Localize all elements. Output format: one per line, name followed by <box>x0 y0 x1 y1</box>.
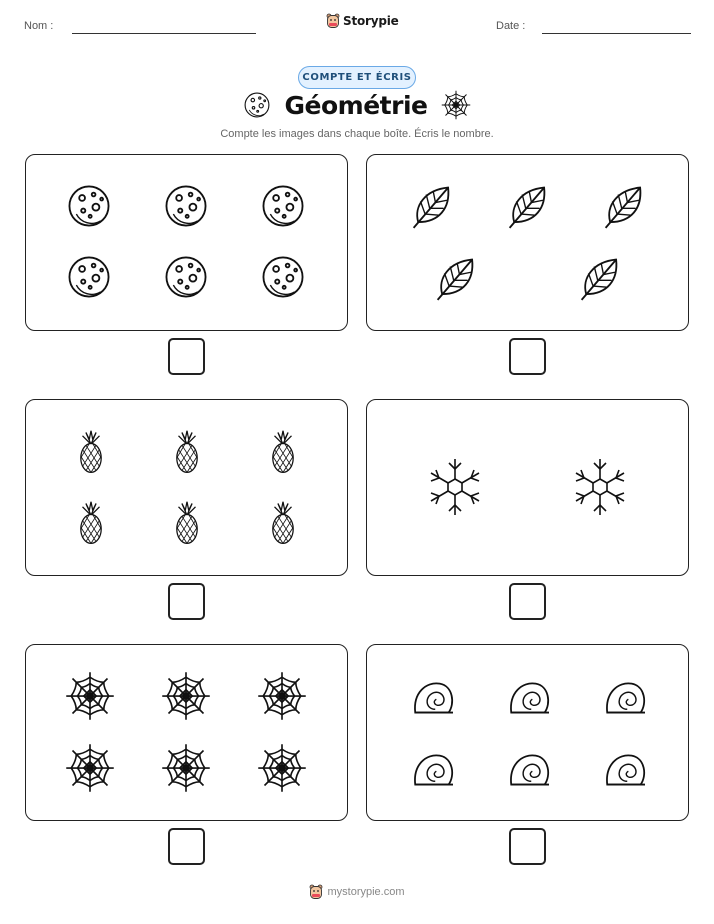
answer-box-4[interactable] <box>509 583 546 620</box>
snail-shell-icon <box>601 677 649 717</box>
answer-box-5[interactable] <box>168 828 205 865</box>
brand-logo <box>326 13 399 29</box>
snail-shell-icon <box>409 749 457 789</box>
pineapple-icon <box>74 496 108 550</box>
moon-icon <box>163 254 209 300</box>
exercise-card-pineapples <box>25 399 348 576</box>
moon-icon <box>260 254 306 300</box>
name-label: Nom : <box>24 20 54 32</box>
snail-shell-icon <box>601 749 649 789</box>
moon-icon <box>163 183 209 229</box>
footer-url[interactable]: mystorypie.com <box>327 886 405 898</box>
answer-box-3[interactable] <box>168 583 205 620</box>
snowflake-icon <box>570 456 630 518</box>
bear-mascot-icon <box>309 884 323 900</box>
spiderweb-icon <box>257 671 307 721</box>
exercise-card-shells <box>366 644 689 821</box>
instructions: Compte les images dans chaque boîte. Écris le nombre. <box>220 128 494 140</box>
spiderweb-icon <box>161 743 211 793</box>
footer <box>0 884 714 900</box>
spiderweb-icon <box>65 743 115 793</box>
answer-box-6[interactable] <box>509 828 546 865</box>
pineapple-icon <box>170 496 204 550</box>
pineapple-icon <box>266 425 300 479</box>
spiderweb-icon <box>65 671 115 721</box>
snail-shell-icon <box>505 677 553 717</box>
answer-box-2[interactable] <box>509 338 546 375</box>
moon-icon <box>66 183 112 229</box>
answer-box-1[interactable] <box>168 338 205 375</box>
leaf-icon <box>409 181 455 231</box>
exercise-card-snowflakes <box>366 399 689 576</box>
exercise-card-moons <box>25 154 348 331</box>
leaf-icon <box>505 181 551 231</box>
moon-icon <box>243 91 271 119</box>
exercise-card-spiderwebs <box>25 644 348 821</box>
snowflake-icon <box>425 456 485 518</box>
moon-icon <box>66 254 112 300</box>
spiderweb-icon <box>161 671 211 721</box>
leaf-icon <box>577 253 623 303</box>
leaf-icon <box>601 181 647 231</box>
pineapple-icon <box>74 425 108 479</box>
activity-badge: COMPTE ET ÉCRIS <box>298 66 416 89</box>
bear-mascot-icon <box>326 13 340 29</box>
moon-icon <box>260 183 306 229</box>
name-field[interactable] <box>72 33 256 34</box>
pineapple-icon <box>170 425 204 479</box>
exercise-card-leaves <box>366 154 689 331</box>
pineapple-icon <box>266 496 300 550</box>
spiderweb-icon <box>257 743 307 793</box>
snail-shell-icon <box>409 677 457 717</box>
spiderweb-icon <box>441 90 471 120</box>
snail-shell-icon <box>505 749 553 789</box>
page-title: Géométrie <box>284 90 428 120</box>
leaf-icon <box>433 253 479 303</box>
date-label: Date : <box>496 20 526 32</box>
title-row <box>0 90 714 120</box>
date-field[interactable] <box>542 33 691 34</box>
brand-name: Storypie <box>343 14 399 28</box>
